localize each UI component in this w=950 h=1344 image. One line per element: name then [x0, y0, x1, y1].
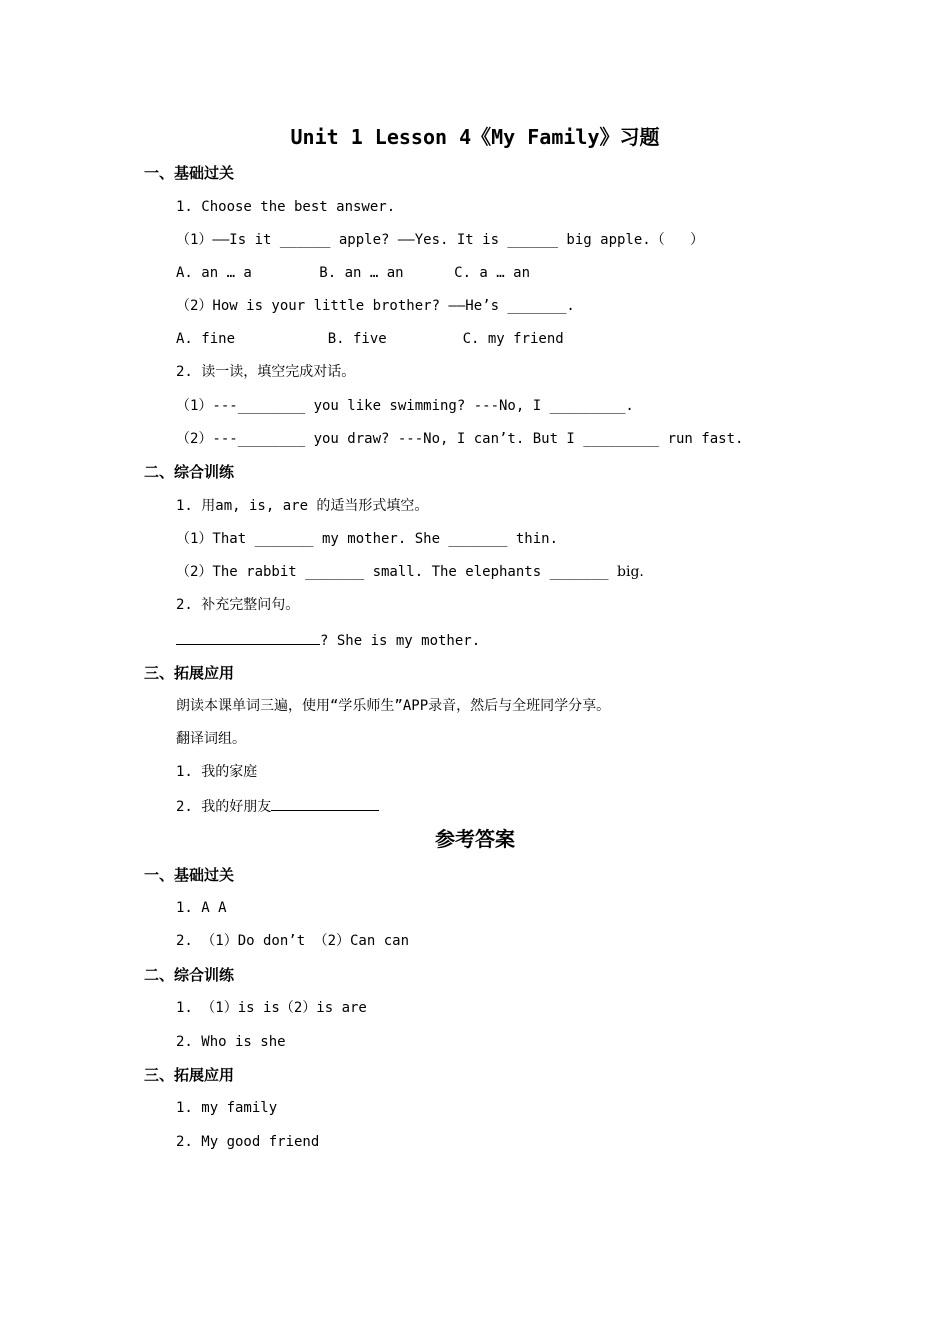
answer-training-1: 1. （1）is is（2）is are: [176, 1000, 367, 1016]
answer-extension-1: 1. my family: [176, 1100, 278, 1116]
answers-heading-basic: 一、基础过关: [144, 866, 235, 884]
training-question-1-2: [176, 563, 644, 581]
answer-blank: [271, 796, 379, 811]
question-1-2: （2）How is your little brother? ——He’s _______.: [176, 298, 575, 314]
question-2-1: （1）---________ you like swimming? ---No, I _________.: [176, 398, 634, 414]
extension-item-1: 1. 我的家庭: [176, 764, 258, 780]
answer-blank: [176, 630, 320, 645]
training-question-1-2-text: （2）The rabbit _______ small. The elephants _______: [176, 564, 618, 580]
answers-heading-extension: 三、拓展应用: [144, 1066, 235, 1084]
question-1-1-options: A. an … a B. an … an C. a … an: [176, 265, 531, 281]
answers-heading-training: 二、综合训练: [144, 966, 235, 984]
extension-item-2: [176, 796, 379, 816]
answer-training-2: 2. Who is she: [176, 1034, 286, 1050]
training-question-1: 1. 用am, is, are 的适当形式填空。: [176, 498, 429, 514]
extension-translate-label: 翻译词组。: [176, 731, 246, 747]
section-heading-basic: 一、基础过关: [144, 164, 235, 182]
answer-basic-1: 1. A A: [176, 900, 227, 916]
training-question-1-1: （1）That _______ my mother. She _______ thin.: [176, 531, 559, 547]
training-question-2: 2. 补充完整问句。: [176, 597, 300, 613]
section-heading-training: 二、综合训练: [144, 463, 235, 481]
section-heading-extension: 三、拓展应用: [144, 664, 235, 682]
question-1-2-options: A. fine B. five C. my friend: [176, 331, 564, 347]
answer-basic-2: 2. （1）Do don’t （2）Can can: [176, 933, 410, 949]
training-question-1-2-end: big.: [617, 564, 644, 580]
question-1-1: （1）——Is it ______ apple? ——Yes. It is ______ big apple.（ ）: [176, 232, 705, 248]
question-2-2: （2）---________ you draw? ---No, I can’t. But I _________ run fast.: [176, 431, 744, 447]
question-2: 2. 读一读，填空完成对话。: [176, 364, 356, 380]
extension-instruction: 朗读本课单词三遍，使用“学乐师生”APP录音，然后与全班同学分享。: [176, 698, 611, 714]
training-question-2-text: ? She is my mother.: [320, 633, 481, 649]
extension-item-2-text: 2. 我的好朋友: [176, 799, 272, 815]
answers-title: 参考答案: [435, 827, 515, 851]
page-title: Unit 1 Lesson 4《My Family》习题: [290, 125, 660, 149]
training-question-2-line: [176, 630, 480, 650]
question-1: 1. Choose the best answer.: [176, 199, 396, 215]
answer-extension-2: 2. My good friend: [176, 1134, 320, 1150]
